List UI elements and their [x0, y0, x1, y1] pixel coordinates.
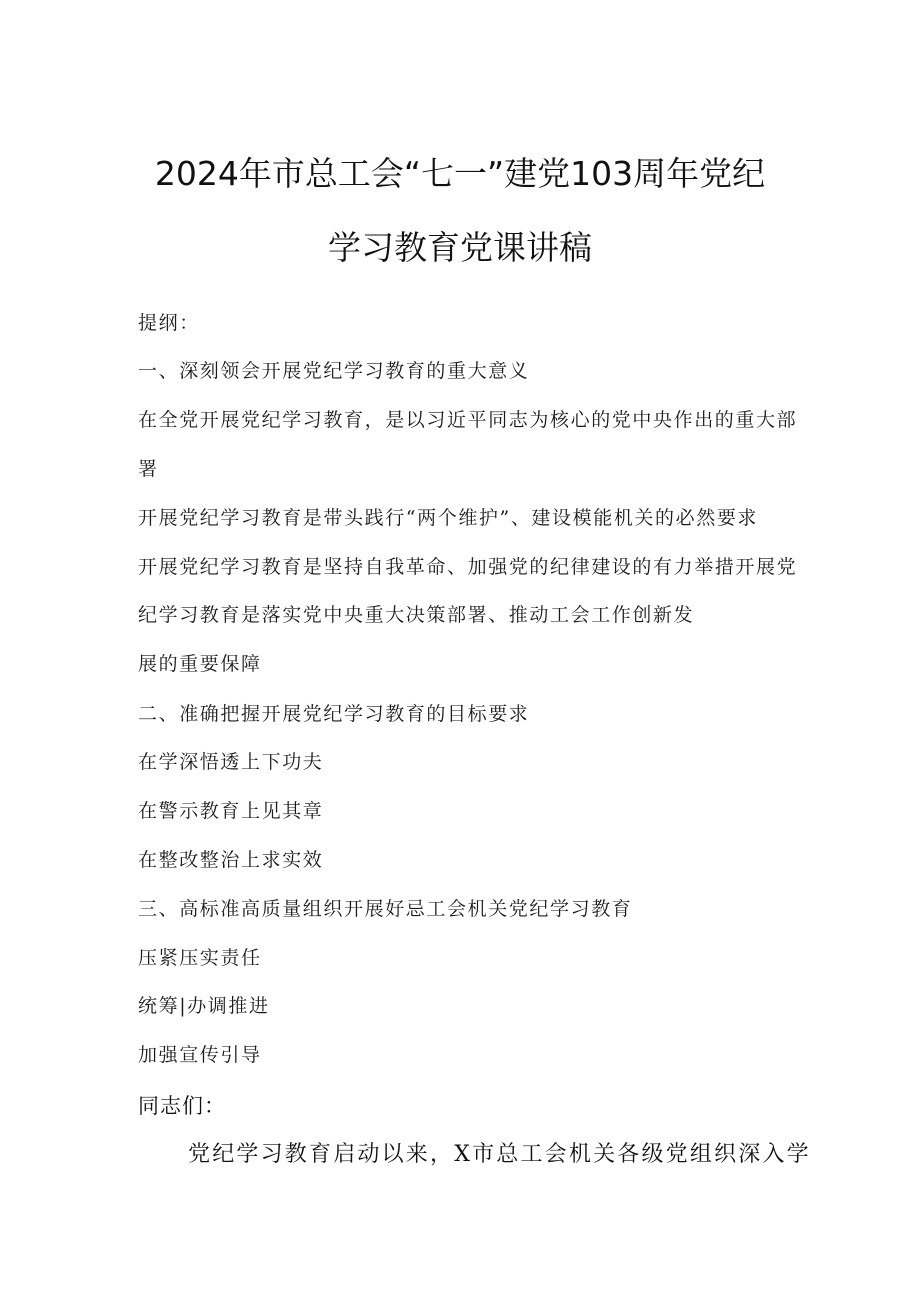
outline-item: 开展党纪学习教育是坚持自我革命、加强党的纪律建设的有力举措开展党 — [138, 556, 798, 578]
outline-item: 在全党开展党纪学习教育，是以习近平同志为核心的党中央作出的重大部 — [138, 409, 798, 431]
body-paragraph: 党纪学习教育启动以来，X市总工会机关各级党组织深入学 — [188, 1142, 811, 1167]
outline-item: 压紧压实责任 — [138, 947, 262, 969]
outline-item: 开展党纪学习教育是带头践行“两个维护”、建设模能机关的必然要求 — [138, 507, 759, 529]
outline-item: 在学深悟透上下功夫 — [138, 751, 324, 773]
outline-item: 在整改整治上求实效 — [138, 849, 324, 871]
outline-item: 加强宣传引导 — [138, 1044, 262, 1066]
outline-section-2-heading: 二、准确把握开展党纪学习教育的目标要求 — [138, 703, 530, 725]
greeting: 同志们： — [138, 1094, 226, 1118]
outline-heading: 提纲： — [138, 312, 200, 334]
outline-item: 统筹|办调推进 — [138, 995, 270, 1017]
outline-item-continuation: 署 — [138, 458, 159, 480]
outline-item: 在警示教育上见其章 — [138, 800, 324, 822]
outline-section-1-heading: 一、深刻领会开展党纪学习教育的重大意义 — [138, 360, 530, 382]
outline-section-3-heading: 三、高标准高质量组织开展好忌工会机关党纪学习教育 — [138, 898, 633, 920]
document-title-line-2: 学习教育党课讲稿 — [328, 228, 592, 267]
outline-item-continuation: 展的重要保障 — [138, 653, 262, 675]
document-title-line-1: 2024年市总工会“七一”建党103周年党纪 — [154, 154, 766, 193]
outline-item: 纪学习教育是落实党中央重大决策部署、推动工会工作创新发 — [138, 604, 695, 626]
